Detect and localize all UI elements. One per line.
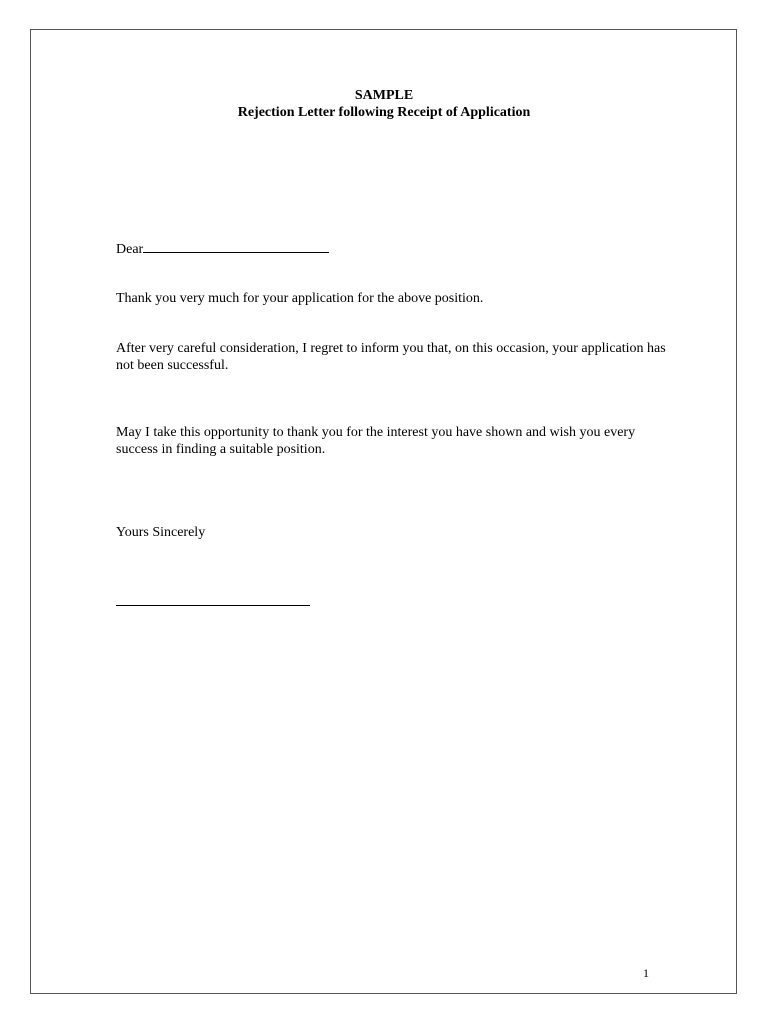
signature-line (116, 605, 310, 606)
page-number: 1 (643, 966, 649, 980)
closing-text: Yours Sincerely (116, 525, 206, 540)
recipient-name-blank (143, 240, 329, 253)
salutation-text: Dear (116, 242, 144, 257)
paragraph-closing-wishes: May I take this opportunity to thank you for the interest you have shown and wish you every success in finding a suitable position. (116, 425, 636, 457)
document-heading: SAMPLE (354, 88, 414, 103)
document-subheading: Rejection Letter following Receipt of Application (237, 105, 531, 120)
page-frame (30, 29, 737, 994)
paragraph-decision: After very careful consideration, I regret to inform you that, on this occasion, your application has not been successful. (116, 341, 666, 373)
paragraph-thanks: Thank you very much for your application for the above position. (116, 291, 484, 306)
salutation-line (116, 240, 676, 258)
